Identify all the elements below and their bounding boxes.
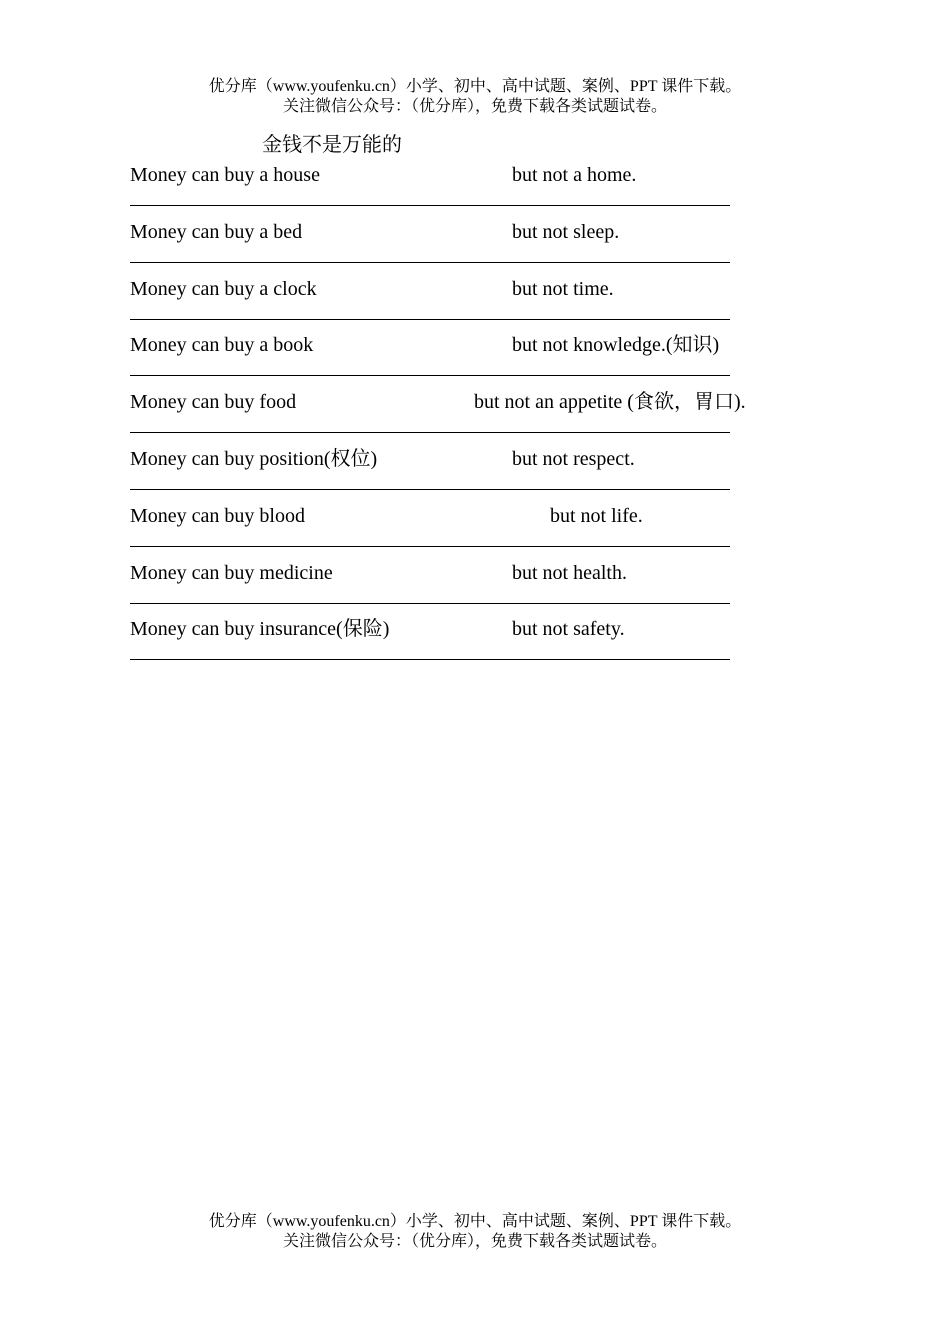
row-underline [130,205,730,206]
header-line-2: 关注微信公众号：（优分库），免费下载各类试题试卷。 [282,98,667,115]
row-underline [130,546,730,547]
header-line-1: 优分库（www.youfenku.cn）小学、初中、高中试题、案例、PPT 课件下载。 [208,78,742,95]
sentence-row [130,332,790,389]
page-header [0,77,950,117]
row-left-text: Money can buy a clock [130,278,317,300]
row-underline [130,319,730,320]
sentence-row [130,219,790,276]
row-left-text: Money can buy medicine [130,562,333,584]
sentence-row [130,503,790,560]
sentence-row [130,560,790,617]
row-left-text: Money can buy food [130,391,297,413]
row-underline [130,375,730,376]
row-left-text: Money can buy a book [130,334,314,356]
row-left-text: Money can buy a house [130,164,320,186]
row-right-text: but not health. [512,562,627,584]
row-right-text: but not an appetite (食欲，胃口). [474,391,746,413]
sentence-row [130,446,790,503]
row-underline [130,262,730,263]
row-right-text: but not life. [550,505,643,527]
sentence-row [130,276,790,333]
row-underline [130,432,730,433]
document-title: 金钱不是万能的 [262,134,402,156]
row-underline [130,603,730,604]
row-left-text: Money can buy blood [130,505,305,527]
row-right-text: but not a home. [512,164,637,186]
row-left-text: Money can buy a bed [130,221,303,243]
row-left-text: Money can buy insurance(保险) [130,618,390,640]
sentence-row [130,616,790,673]
row-right-text: but not knowledge.(知识) [512,334,720,356]
row-left-text: Money can buy position(权位) [130,448,378,470]
row-underline [130,659,730,660]
sentence-row [130,162,790,219]
page-footer [0,1212,950,1252]
row-underline [130,489,730,490]
row-right-text: but not sleep. [512,221,620,243]
row-right-text: but not respect. [512,448,635,470]
row-right-text: but not time. [512,278,614,300]
footer-line-1: 优分库（www.youfenku.cn）小学、初中、高中试题、案例、PPT 课件下载。 [208,1213,742,1230]
footer-line-2: 关注微信公众号：（优分库），免费下载各类试题试卷。 [282,1233,667,1250]
row-right-text: but not safety. [512,618,625,640]
sentence-row [130,389,790,446]
